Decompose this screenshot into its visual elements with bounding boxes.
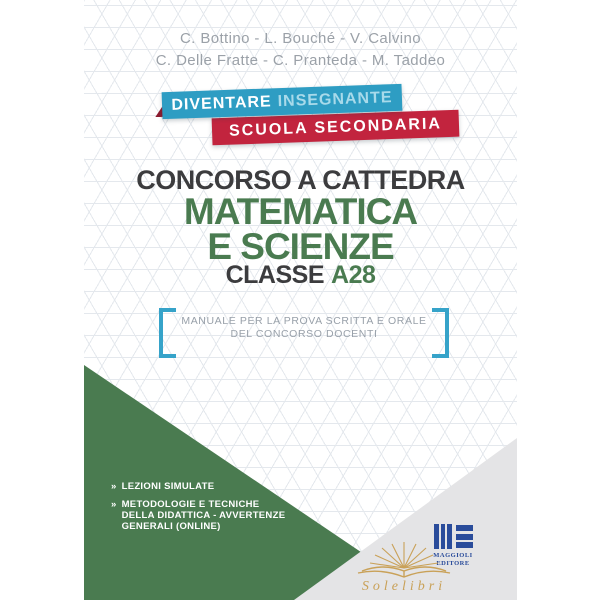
title-line-2: E SCIENZE	[207, 226, 394, 267]
bullet-icon: »	[111, 481, 117, 492]
bracket-left-icon	[159, 308, 176, 358]
feature-text: GENERALI (ONLINE)	[121, 521, 221, 532]
feature-list	[111, 481, 287, 539]
feature-text: DELLA DIDATTICA - AVVERTENZE	[121, 510, 286, 521]
solelibri-logo	[342, 538, 466, 595]
authors-block	[84, 28, 517, 72]
series-banner-highlight: DIVENTARE	[171, 92, 272, 114]
series-banner-rest: INSEGNANTE	[277, 88, 393, 110]
subtitle-line-2: DEL CONCORSO DOCENTI	[230, 328, 378, 340]
feature-text: LEZIONI SIMULATE	[121, 481, 215, 492]
class-label: CLASSE	[225, 261, 325, 289]
feature-item	[111, 481, 287, 492]
feature-item	[111, 499, 287, 532]
book-cover	[84, 0, 517, 600]
subtitle-bracket-block	[159, 308, 449, 358]
authors-line-2: C. Delle Fratte - C. Pranteda - M. Taddeo	[155, 52, 446, 69]
title-kicker: CONCORSO A CATTEDRA	[136, 165, 465, 195]
bullet-icon: »	[111, 499, 117, 510]
authors-line-1: C. Bottino - L. Bouché - V. Calvino	[179, 30, 422, 47]
subtitle-line-1: MANUALE PER LA PROVA SCRITTA E ORALE	[181, 315, 427, 327]
maggioli-wordmark: MAGGIOLI EDITORE	[433, 552, 473, 567]
solelibri-wordmark: Solelibri	[361, 579, 447, 594]
subtitle-text	[176, 308, 432, 358]
title-line-1: MATEMATICA	[183, 191, 418, 232]
feature-text: METODOLOGIE E TECNICHE	[121, 499, 260, 510]
level-banner-label: SCUOLA SECONDARIA	[228, 114, 443, 140]
sun-book-icon	[349, 538, 459, 582]
bracket-right-icon	[432, 308, 449, 358]
class-line	[84, 263, 517, 288]
class-code: A28	[331, 261, 376, 289]
